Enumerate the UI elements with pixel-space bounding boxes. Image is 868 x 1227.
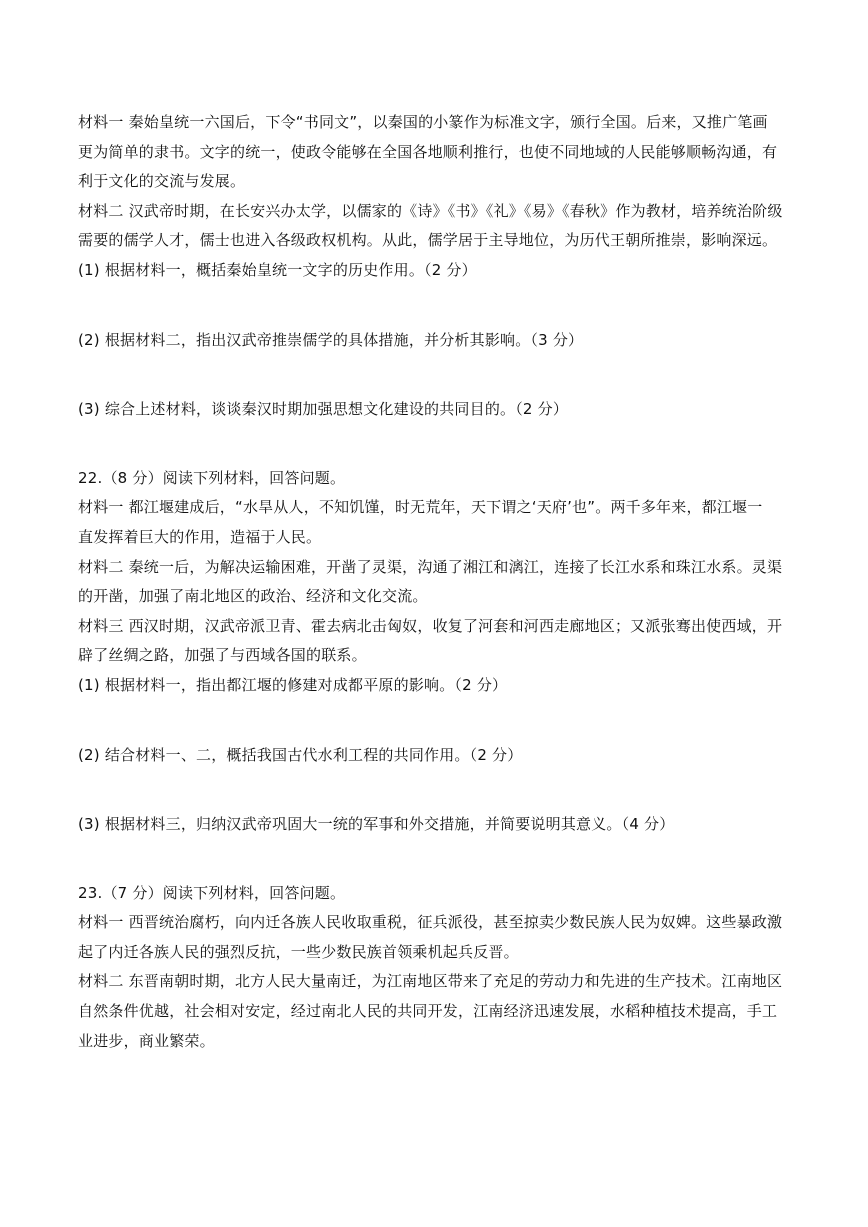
- text-line: 材料二 东晋南朝时期，北方人民大量南迁，为江南地区带来了充足的劳动力和先进的生产技术。江南地区: [78, 972, 783, 991]
- answer-space: [78, 425, 790, 464]
- section-22-material-1: [78, 493, 790, 552]
- section-23-material-1: [78, 908, 790, 967]
- text-line: 直发挥着巨大的作用，造福于人民。: [78, 527, 322, 546]
- text-line: 材料一 西晋统治腐朽，向内迁各族人民收取重税，征兵派役，甚至掠卖少数民族人民为奴婢。这些暴政激: [78, 913, 783, 932]
- answer-space: [78, 286, 790, 326]
- text-line: 自然条件优越，社会相对安定，经过南北人民的共同开发，江南经济迅速发展，水稻种植技术提高，手工: [78, 1002, 778, 1021]
- section-21-material-2: [78, 197, 790, 256]
- document-page: [78, 108, 790, 1056]
- text-line: 的开凿，加强了南北地区的政治、经济和文化交流。: [78, 587, 428, 606]
- question-22-1: (1) 根据材料一，指出都江堰的修建对成都平原的影响。（2 分）: [78, 675, 508, 694]
- question-22-heading: 22.（8 分）阅读下列材料，回答问题。: [78, 468, 346, 487]
- text-line: 利于文化的交流与发展。: [78, 172, 246, 191]
- section-22-material-3: [78, 612, 790, 671]
- question-21-2: (2) 根据材料二，指出汉武帝推崇儒学的具体措施，并分析其影响。（3 分）: [78, 330, 584, 349]
- answer-space: [78, 770, 790, 810]
- section-22-material-2: [78, 553, 790, 612]
- text-line: 起了内迁各族人民的强烈反抗，一些少数民族首领乘机起兵反晋。: [78, 942, 519, 961]
- question-21-1: (1) 根据材料一，概括秦始皇统一文字的历史作用。（2 分）: [78, 260, 477, 279]
- answer-space: [78, 355, 790, 395]
- question-21-3: (3) 综合上述材料，谈谈秦汉时期加强思想文化建设的共同目的。（2 分）: [78, 400, 569, 419]
- answer-space: [78, 840, 790, 879]
- text-line: 材料一 秦始皇统一六国后，下令“书同文”，以秦国的小篆作为标准文字，颁行全国。后来，又推广笔画: [78, 113, 768, 131]
- question-22-3: (3) 根据材料三，归纳汉武帝巩固大一统的军事和外交措施，并简要说明其意义。（4 分）: [78, 815, 675, 834]
- section-21-material-1: [78, 108, 790, 197]
- text-line: 材料二 汉武帝时期，在长安兴办太学，以儒家的《诗》《书》《礼》《易》《春秋》作为教材，培养统治阶级: [78, 201, 783, 220]
- text-line: 业进步，商业繁荣。: [78, 1031, 215, 1050]
- section-23-material-2: [78, 967, 790, 1056]
- text-line: 材料三 西汉时期，汉武帝派卫青、霍去病北击匈奴，收复了河套和河西走廊地区；又派张骞出使西域，开: [78, 616, 783, 635]
- question-23-heading: 23.（7 分）阅读下列材料，回答问题。: [78, 883, 346, 902]
- text-line: 辟了丝绸之路，加强了与西域各国的联系。: [78, 646, 367, 665]
- answer-space: [78, 701, 790, 741]
- text-line: 材料一 都江堰建成后，“水旱从人，不知饥馑，时无荒年，天下谓之‘天府’也”。两千多年来，都江堰一: [78, 498, 763, 517]
- question-22-2: (2) 结合材料一、二，概括我国古代水利工程的共同作用。（2 分）: [78, 745, 523, 764]
- text-line: 需要的儒学人才，儒士也进入各级政权机构。从此，儒学居于主导地位，为历代王朝所推崇，影响深远。: [78, 231, 778, 250]
- text-line: 更为简单的隶书。文字的统一，使政令能够在全国各地顺利推行，也使不同地域的人民能够顺畅沟通，有: [78, 142, 778, 161]
- text-line: 材料二 秦统一后，为解决运输困难，开凿了灵渠，沟通了湘江和漓江，连接了长江水系和珠江水系。灵渠: [78, 557, 783, 576]
